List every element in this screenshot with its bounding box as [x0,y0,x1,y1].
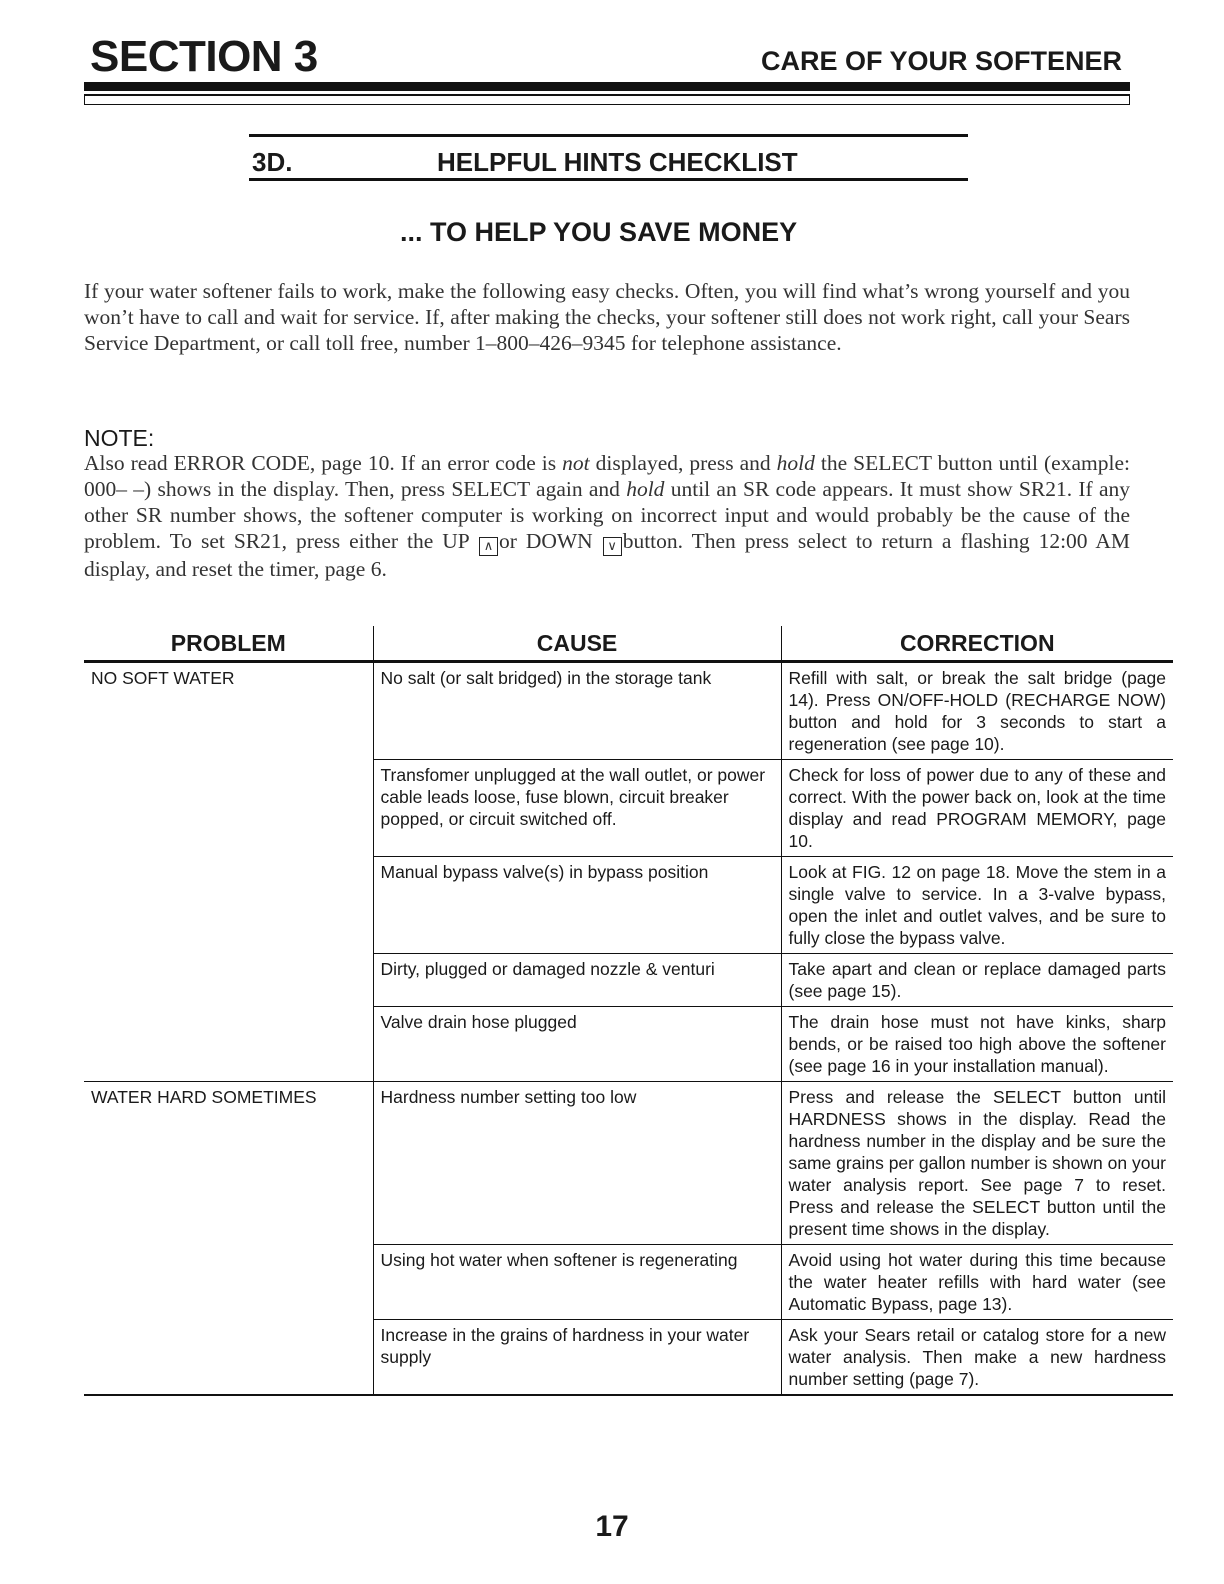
note-paragraph [84,450,1130,582]
note-label: NOTE: [84,425,155,451]
cause-cell: No salt (or salt bridged) in the storage tank [373,662,781,760]
correction-cell: Avoid using hot water during this time because the water heater refills with hard water (see Automatic Bypass, page 13). [781,1245,1173,1320]
table-row [84,662,1173,760]
problem-cell: NO SOFT WATER [91,668,235,688]
tagline: ... TO HELP YOU SAVE MONEY [400,217,798,247]
table-row [84,954,1173,1007]
table-row [84,1320,1173,1396]
cause-cell: Transfomer unplugged at the wall outlet, or power cable leads loose, fuse blown, circuit breaker popped, or circuit switched off. [373,760,781,857]
intro-paragraph: If your water softener fails to work, make the following easy checks. Often, you will find what’s wrong yourself and you won’t have to call and wait for service. If, after making the checks, your softener still does not work right, call your Sears Service Department, or call toll free, number 1–800–426–9345 for telephone assistance. [84,279,1130,355]
note-emphasis: not [562,451,590,475]
table-row [84,1007,1173,1082]
header-cause: CAUSE [373,626,781,662]
table-header-row [84,626,1173,662]
table-row [84,857,1173,954]
up-button-icon: ∧ [479,537,498,556]
note-text: button. Then press select to return a flashing 12:00 AM display, and reset the timer, page 6. [84,529,1130,581]
problem-cell [84,857,373,954]
note-text: displayed, press and [589,451,777,475]
down-button-icon: ∨ [603,537,622,556]
header-correction: CORRECTION [781,626,1173,662]
problem-cell [84,1320,373,1396]
correction-cell: Take apart and clean or replace damaged parts (see page 15). [781,954,1173,1007]
cause-cell: Hardness number setting too low [373,1082,781,1245]
correction-cell: Look at FIG. 12 on page 18. Move the stem in a single valve to service. In a 3-valve bypass, open the inlet and outlet valves, and be sure to fully close the bypass valve. [781,857,1173,954]
problem-cell [84,1007,373,1082]
problem-cell [84,954,373,1007]
problem-cell: WATER HARD SOMETIMES [91,1087,317,1107]
note-text: or DOWN [498,529,602,553]
section-title: SECTION 3 [90,32,318,81]
page-header [84,32,1130,81]
hint-number: 3D. [252,147,293,177]
troubleshooting-table [84,626,1173,1396]
cause-cell: Increase in the grains of hardness in your water supply [373,1320,781,1396]
problem-cell [84,1245,373,1320]
correction-cell: Check for loss of power due to any of these and correct. With the power back on, look at the time display and read PROGRAM MEMORY, page 10. [781,760,1173,857]
cause-cell: Using hot water when softener is regenerating [373,1245,781,1320]
correction-cell: Ask your Sears retail or catalog store for a new water analysis. Then make a new hardness number setting (page 7). [781,1320,1173,1396]
correction-cell: The drain hose must not have kinks, sharp bends, or be raised too high above the softener (see page 16 in your installation manual). [781,1007,1173,1082]
note-emphasis: hold [626,477,665,501]
correction-cell: Refill with salt, or break the salt bridge (page 14). Press ON/OFF-HOLD (RECHARGE NOW) button and hold for 3 seconds to start a regeneration (see page 10). [781,662,1173,760]
page-number: 17 [595,1510,629,1543]
header-rule-thin [84,94,1130,105]
hint-title: HELPFUL HINTS CHECKLIST [437,147,798,177]
cause-cell: Valve drain hose plugged [373,1007,781,1082]
note-text: the SELECT button until (example: 000– –) shows in the display. Then, press SELECT again and [84,451,1130,501]
heading-rule-top [249,134,968,137]
table-row [84,760,1173,857]
table-row [84,1245,1173,1320]
note-text: Also read ERROR CODE, page 10. If an error code is [84,451,563,475]
header-rule-thick [84,82,1130,91]
section-subtitle: CARE OF YOUR SOFTENER [760,46,1122,76]
cause-cell: Manual bypass valve(s) in bypass position [373,857,781,954]
cause-cell: Dirty, plugged or damaged nozzle & venturi [373,954,781,1007]
header-problem: PROBLEM [84,626,373,662]
correction-cell: Press and release the SELECT button until HARDNESS shows in the display. Read the hardness number in the display and be sure the same grains per gallon number is shown on your water analysis report. See page 7 to reset. Press and release the SELECT button until the present time shows in the display. [781,1082,1173,1245]
note-text: until an SR code appears. It must show SR21. If any other SR number shows, the softener computer is working on incorrect input and would probably be the cause of the problem. To set SR21, press either the UP [84,477,1130,553]
table-row [84,1082,1173,1245]
problem-cell [84,760,373,857]
heading-rule-bottom [249,178,968,181]
note-emphasis: hold [776,451,815,475]
